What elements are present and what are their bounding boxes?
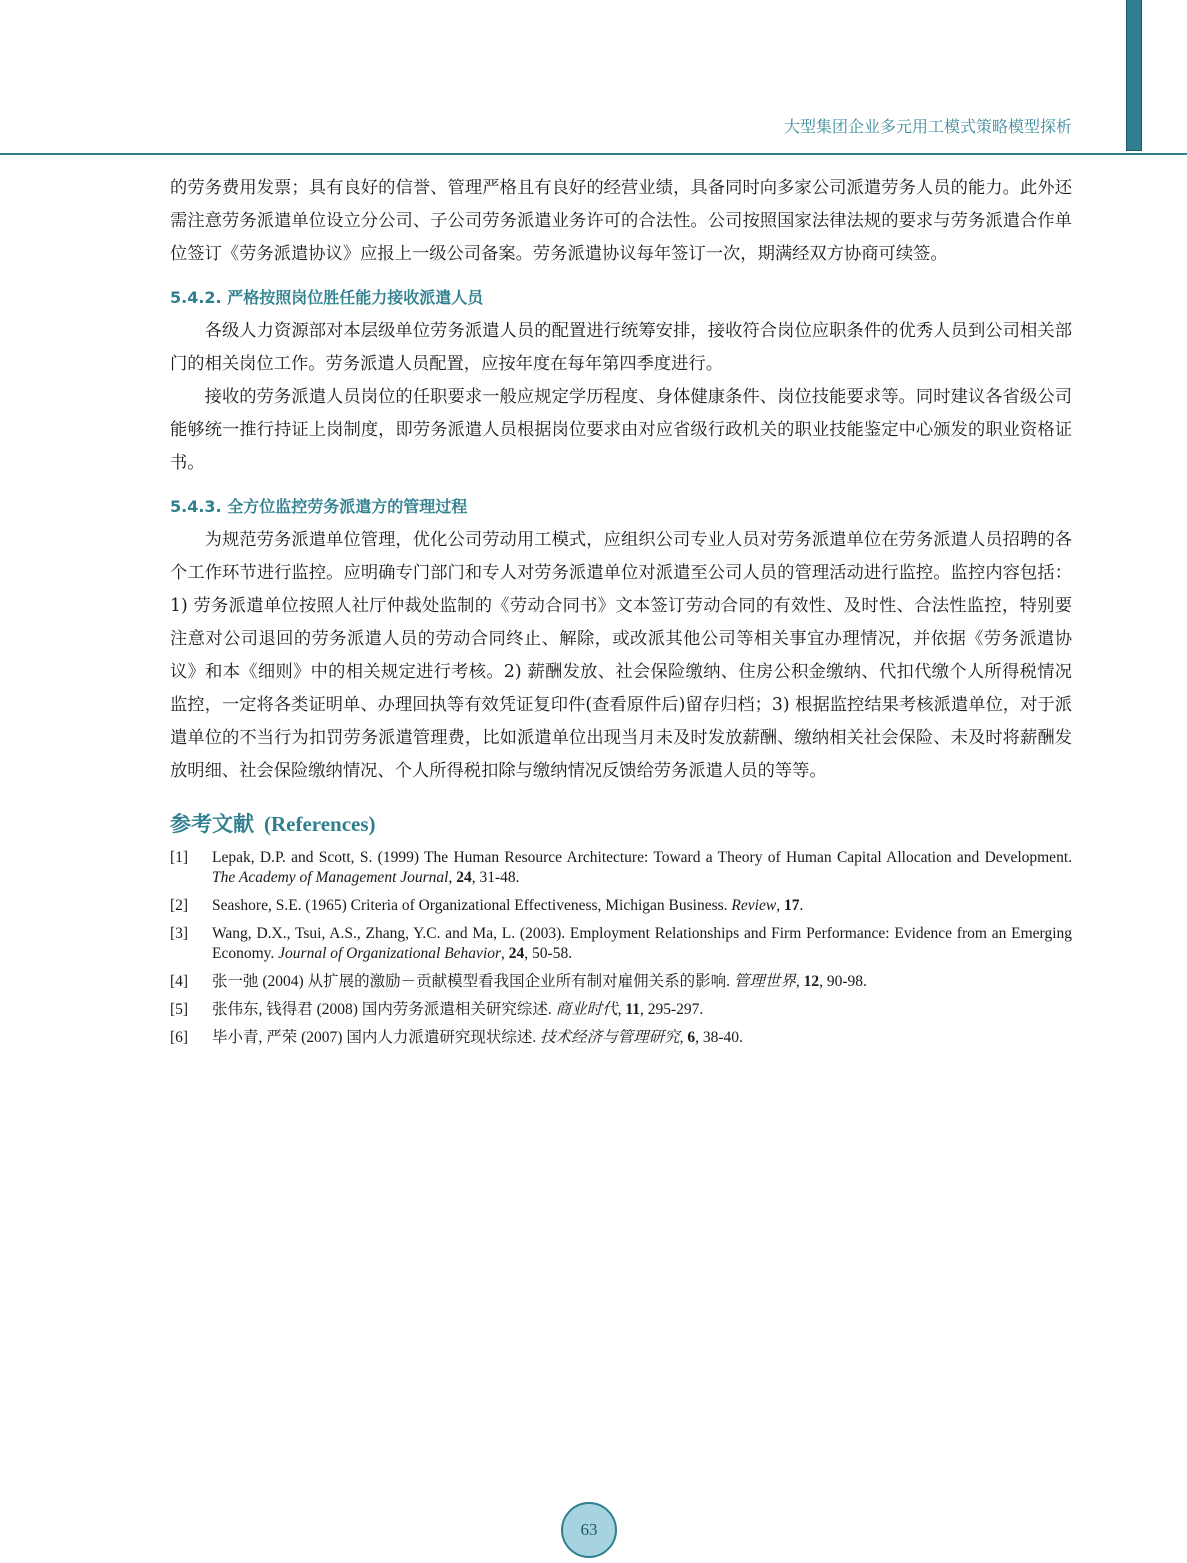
paragraph: 接收的劳务派遣人员岗位的任职要求一般应规定学历程度、身体健康条件、岗位技能要求等。同时建议各省级公司能够统一推行持证上岗制度，即劳务派遣人员根据岗位要求由对应省级行政机关的职业技能鉴定中心颁发的职业资格证书。 — [170, 387, 1072, 473]
reference-pages: , 31-48. — [471, 869, 520, 886]
paragraph-continued: 的劳务费用发票；具有良好的信誉、管理严格且有良好的经营业绩，具备同时向多家公司派遣劳务人员的能力。此外还需注意劳务派遣单位设立分公司、子公司劳务派遣业务许可的合法性。公司按照国家法律法规的要求与劳务派遣合作单位签订《劳务派遣协议》应报上一级公司备案。劳务派遣协议每年签订一次，期满经双方协商可续签。 — [170, 178, 1072, 264]
reference-volume: 24 — [456, 869, 472, 886]
reference-journal: Journal of Organizational Behavior — [278, 945, 502, 962]
reference-volume: 6 — [687, 1029, 696, 1046]
reference-sep: , — [776, 897, 784, 914]
paragraph: 为规范劳务派遣单位管理，优化公司劳动用工模式，应组织公司专业人员对劳务派遣单位在劳务派遣人员招聘的各个工作环节进行监控。应明确专门部门和专人对劳务派遣单位对派遣至公司人员的管理活动进行监控。监控内容包括：1) 劳务派遣单位按照人社厅仲裁处监制的《劳动合同书》文本签订劳动合同的有效性、及时性、合法性监控，特别要注意对公司退回的劳务派遣人员的劳动合同终止、解除，或改派其他公司等相关事宜办理情况，并依据《劳务派遣协议》和本《细则》中的相关规定进行考核。2) 薪酬发放、社会保险缴纳、住房公积金缴纳、代扣代缴个人所得税情况监控，一定将各类证明单、办理回执等有效凭证复印件(查看原件后)留存归档；3) 根据监控结果考核派遣单位，对于派遣单位的不当行为扣罚劳务派遣管理费，比如派遣单位出现当月未及时发放薪酬、缴纳相关社会保险、未及时将薪酬发放明细、社会保险缴纳情况、个人所得税扣除与缴纳情况反馈给劳务派遣人员的等等。 — [170, 530, 1072, 781]
reference-item — [170, 848, 1072, 888]
reference-sep: , — [679, 1029, 688, 1046]
reference-volume: 11 — [625, 1001, 640, 1018]
reference-text: 张一弛 (2004) 从扩展的激励－贡献模型看我国企业所有制对雇佣关系的影响. — [212, 973, 734, 990]
reference-sep: , — [448, 869, 457, 886]
section-heading-5-4-3: 5.4.3. 全方位监控劳务派遣方的管理过程 — [170, 497, 468, 516]
reference-sep: , — [617, 1001, 626, 1018]
references-heading — [170, 808, 1072, 838]
reference-sep: , — [795, 973, 804, 990]
header-accent-bar — [1126, 0, 1142, 151]
reference-text: Seashore, S.E. (1965) Criteria of Organizational Effectiveness, Michigan Business. — [212, 897, 732, 914]
reference-volume: 17 — [783, 897, 800, 914]
running-title: 大型集团企业多元用工模式策略模型探析 — [783, 117, 1072, 136]
references-heading-en: (References) — [264, 812, 376, 836]
page-number-badge — [561, 1502, 617, 1558]
reference-number: [2] — [170, 897, 189, 914]
reference-number: [6] — [170, 1029, 189, 1046]
reference-journal: 商业时代 — [555, 1001, 618, 1018]
paragraph: 各级人力资源部对本层级单位劳务派遣人员的配置进行统筹安排，接收符合岗位应职条件的优秀人员到公司相关部门的相关岗位工作。劳务派遣人员配置，应按年度在每年第四季度进行。 — [170, 321, 1072, 374]
page-number: 63 — [580, 1520, 598, 1539]
reference-pages: . — [799, 897, 804, 914]
reference-text: 毕小青, 严荣 (2007) 国内人力派遣研究现状综述. — [212, 1029, 541, 1046]
reference-pages: , 90-98. — [819, 973, 867, 990]
reference-item — [170, 1000, 1072, 1020]
reference-journal: 技术经济与管理研究 — [540, 1029, 680, 1046]
header-rule — [0, 153, 1187, 155]
reference-item — [170, 1028, 1072, 1048]
reference-number: [1] — [170, 849, 189, 866]
reference-number: [4] — [170, 973, 189, 990]
reference-item — [170, 896, 1072, 916]
reference-list — [170, 848, 1072, 1048]
reference-pages: , 295-297. — [640, 1001, 704, 1018]
reference-text: 张伟东, 钱得君 (2008) 国内劳务派遣相关研究综述. — [212, 1001, 556, 1018]
reference-text: Lepak, D.P. and Scott, S. (1999) The Human Resource Architecture: Toward a Theory of Human Capital Allocation and Development. — [212, 849, 1072, 866]
reference-sep: , — [501, 945, 509, 962]
reference-journal: The Academy of Management Journal — [212, 869, 449, 886]
reference-pages: , 50-58. — [524, 945, 573, 962]
reference-volume: 12 — [803, 973, 820, 990]
reference-pages: , 38-40. — [695, 1029, 743, 1046]
section-heading-5-4-2: 5.4.2. 严格按照岗位胜任能力接收派遣人员 — [170, 288, 484, 307]
references-heading-cn: 参考文献 — [170, 812, 254, 836]
reference-text: Wang, D.X., Tsui, A.S., Zhang, Y.C. and Ma, L. (2003). Employment Relationships and Firm Performance: Evidence from an Emerging Economy. — [212, 925, 1072, 962]
reference-number: [3] — [170, 925, 189, 942]
main-content — [170, 172, 1072, 1056]
reference-item — [170, 924, 1072, 964]
reference-journal: Review — [731, 897, 777, 914]
reference-item — [170, 972, 1072, 992]
reference-volume: 24 — [508, 945, 525, 962]
reference-number: [5] — [170, 1001, 189, 1018]
reference-journal: 管理世界 — [733, 973, 796, 990]
